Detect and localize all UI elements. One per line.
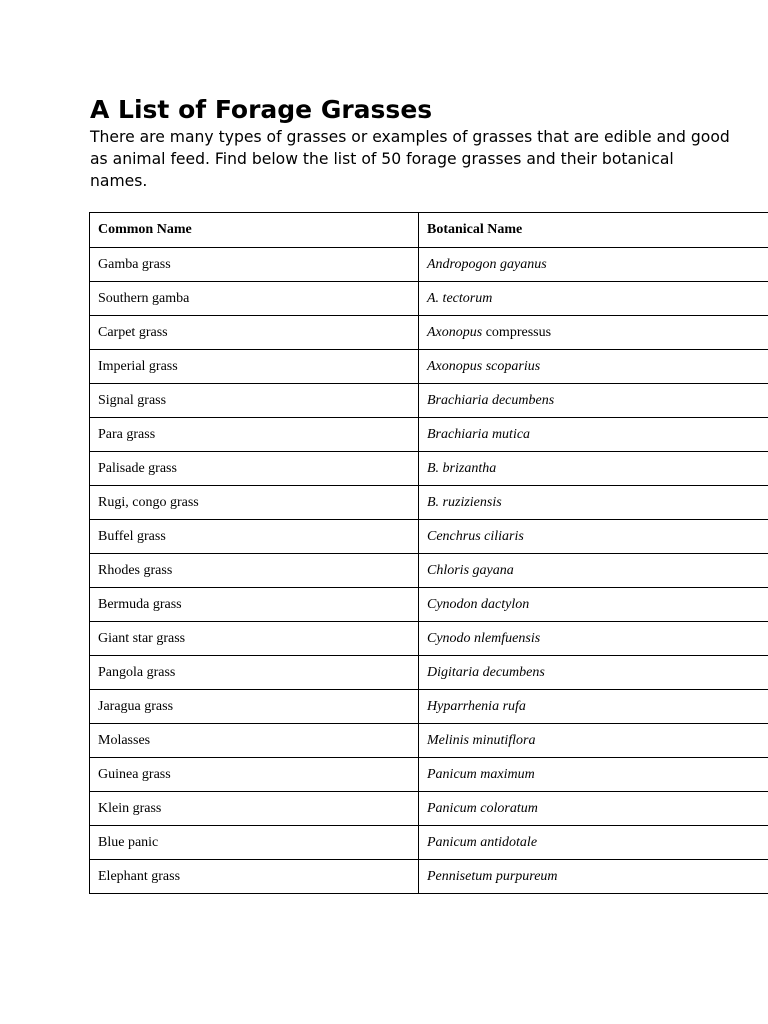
botanical-name-cell: Panicum maximum [419,758,768,792]
botanical-genus: Axonopus [427,324,483,340]
common-name-cell: Palisade grass [90,452,419,486]
botanical-name-cell: Brachiaria decumbens [419,384,768,418]
table-row [90,622,768,656]
common-name-cell: Imperial grass [90,350,419,384]
table-row [90,350,768,384]
botanical-name-cell: Melinis minutiflora [419,724,768,758]
botanical-name-cell: Cynodo nlemfuensis [419,622,768,656]
common-name-cell: Carpet grass [90,316,419,350]
table-row [90,860,768,894]
table-row [90,384,768,418]
botanical-species: compressus [482,324,552,340]
table-row [90,452,768,486]
botanical-name-cell: Hyparrhenia rufa [419,690,768,724]
common-name-cell: Gamba grass [90,248,419,282]
botanical-name-cell: A. tectorum [419,282,768,316]
table-row [90,656,768,690]
common-name-cell: Bermuda grass [90,588,419,622]
botanical-name-cell: Andropogon gayanus [419,248,768,282]
botanical-name-cell: Axonopus scoparius [419,350,768,384]
botanical-name-cell [419,316,768,350]
botanical-name-cell: Pennisetum purpureum [419,860,768,894]
botanical-name-cell: B. ruziziensis [419,486,768,520]
common-name-cell: Elephant grass [90,860,419,894]
forage-grass-table [89,212,768,894]
table-row [90,486,768,520]
header-common-name: Common Name [90,213,419,248]
botanical-name-cell: Panicum antidotale [419,826,768,860]
table-row [90,316,768,350]
common-name-cell: Rhodes grass [90,554,419,588]
table-header-row [90,213,768,248]
botanical-name-cell: Chloris gayana [419,554,768,588]
common-name-cell: Signal grass [90,384,419,418]
page-title: A List of Forage Grasses [90,95,433,124]
table-row [90,724,768,758]
common-name-cell: Para grass [90,418,419,452]
table-row [90,826,768,860]
botanical-name-cell: Digitaria decumbens [419,656,768,690]
table-row [90,248,768,282]
botanical-name-cell: B. brizantha [419,452,768,486]
botanical-name-cell: Cenchrus ciliaris [419,520,768,554]
header-botanical-name: Botanical Name [419,213,768,248]
botanical-name-cell: Cynodon dactylon [419,588,768,622]
common-name-cell: Buffel grass [90,520,419,554]
table-row [90,792,768,826]
botanical-name-cell: Brachiaria mutica [419,418,768,452]
intro-paragraph: There are many types of grasses or examples of grasses that are edible and good as animal feed. Find below the list of 50 forage grasses and their botanical names. [90,128,730,190]
table-row [90,554,768,588]
table-row [90,588,768,622]
table-row [90,418,768,452]
table-row [90,758,768,792]
common-name-cell: Rugi, congo grass [90,486,419,520]
botanical-name-cell: Panicum coloratum [419,792,768,826]
common-name-cell: Giant star grass [90,622,419,656]
common-name-cell: Molasses [90,724,419,758]
common-name-cell: Pangola grass [90,656,419,690]
table-row [90,690,768,724]
common-name-cell: Guinea grass [90,758,419,792]
table-row [90,520,768,554]
common-name-cell: Blue panic [90,826,419,860]
table-row [90,282,768,316]
common-name-cell: Southern gamba [90,282,419,316]
common-name-cell: Klein grass [90,792,419,826]
grass-table-container [89,212,768,894]
common-name-cell: Jaragua grass [90,690,419,724]
